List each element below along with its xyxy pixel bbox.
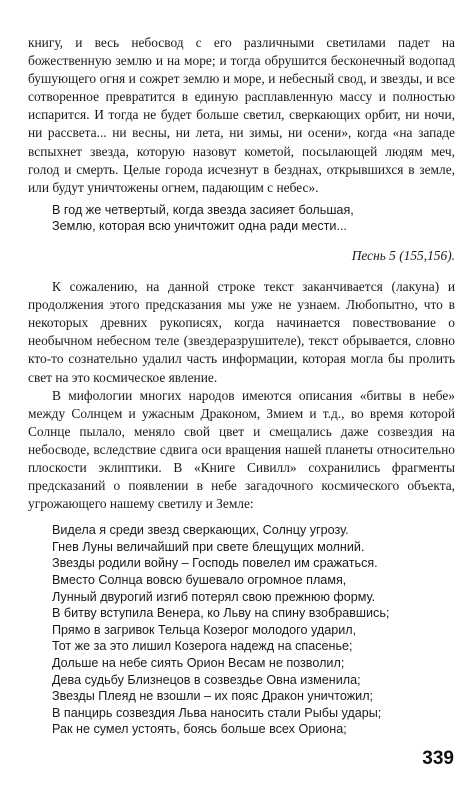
verse-line: Гнев Луны величайший при свете блещущих молний. (52, 539, 365, 554)
citation: Песнь 5 (155,156). (351, 248, 455, 264)
verse-line: Видела я среди звезд сверкающих, Солнцу угрозу. (52, 523, 349, 538)
verse-line: Рак не сумел устоять, боясь больше всех Ориона; (52, 722, 347, 737)
verse-line: Звезды родили войну – Господь повелел им сражаться. (52, 556, 378, 571)
paragraph-1: книгу, и весь небосвод с его различными светилами падет на божественную землю и на море; и тогда обрушится бесконечный водопад бушующего огня и сожрет землю и море, и небесный свод, и звезды, и все сотворенное превратится в единую расплавленную массу и полностью испарится. И тогда не будет больше светил, сверкающих орбит, ни ночи, ни рассвета... ни весны, ни лета, ни зимы, ни осени», когда «на западе вспыхнет звезда, которую назовут кометой, посылающей людям меч, голод и смерть. Целые города исчезнут в безднах, открывшихся в земле, или будут уничтожены огнем, падающим с небес». (28, 35, 455, 195)
verse-block-2 (28, 522, 455, 738)
verse-line: Дева судьбу Близнецов в созвездье Овна изменила; (52, 672, 361, 687)
verse-block-1 (28, 202, 455, 235)
verse-line: Вместо Солнца вовсю бушевало огромное пламя, (52, 573, 347, 588)
verse-line: Прямо в загривок Тельца Козерог молодого ударил, (52, 622, 357, 637)
verse-line: В битву вступила Венера, ко Льву на спину взобравшись; (52, 606, 390, 621)
verse-line: Тот же за это лишил Козерога надежд на спасенье; (52, 639, 353, 654)
verse-line: Землю, которая всю уничтожит одна ради мести... (52, 219, 347, 234)
paragraph-3: В мифологии многих народов имеются описания «битвы в небе» между Солнцем и ужасным Драконом, Змием и т.д., во время которой Солнце пылало, меняло свой цвет и смещались даже созвездия на небосводе, вследствие сдвига оси вращения нашей планеты относительно плоскости эклиптики. В «Книге Сивилл» сохранились фрагменты предсказаний о появлении в небе загадочного космического объекта, угрожающего нашему светилу и Земле: (28, 387, 455, 512)
verse-line: Звезды Плеяд не взошли – их пояс Дракон уничтожил; (52, 689, 374, 704)
verse-line: Дольше на небе сиять Орион Весам не позволил; (52, 656, 345, 670)
page-body (28, 34, 455, 738)
page-number: 339 (422, 748, 454, 769)
verse-line: Лунный двурогий изгиб потерял свою прежнюю форму. (52, 589, 376, 604)
verse-line: В панцирь созвездия Льва наносить стали Рыбы удары; (52, 705, 382, 720)
paragraph-2: К сожалению, на данной строке текст заканчивается (лакуна) и продолжения этого предсказания мы уже не узнаем. Любопытно, что в некоторых древних рукописях, когда начинается повествование о необычном небесном теле (звездеразрушителе), текст обрывается, словно кто-то сознательно удалил часть информации, которая могла бы пролить свет на это космическое явление. (28, 279, 455, 385)
verse-line: В год же четвертый, когда звезда засияет большая, (52, 202, 354, 217)
